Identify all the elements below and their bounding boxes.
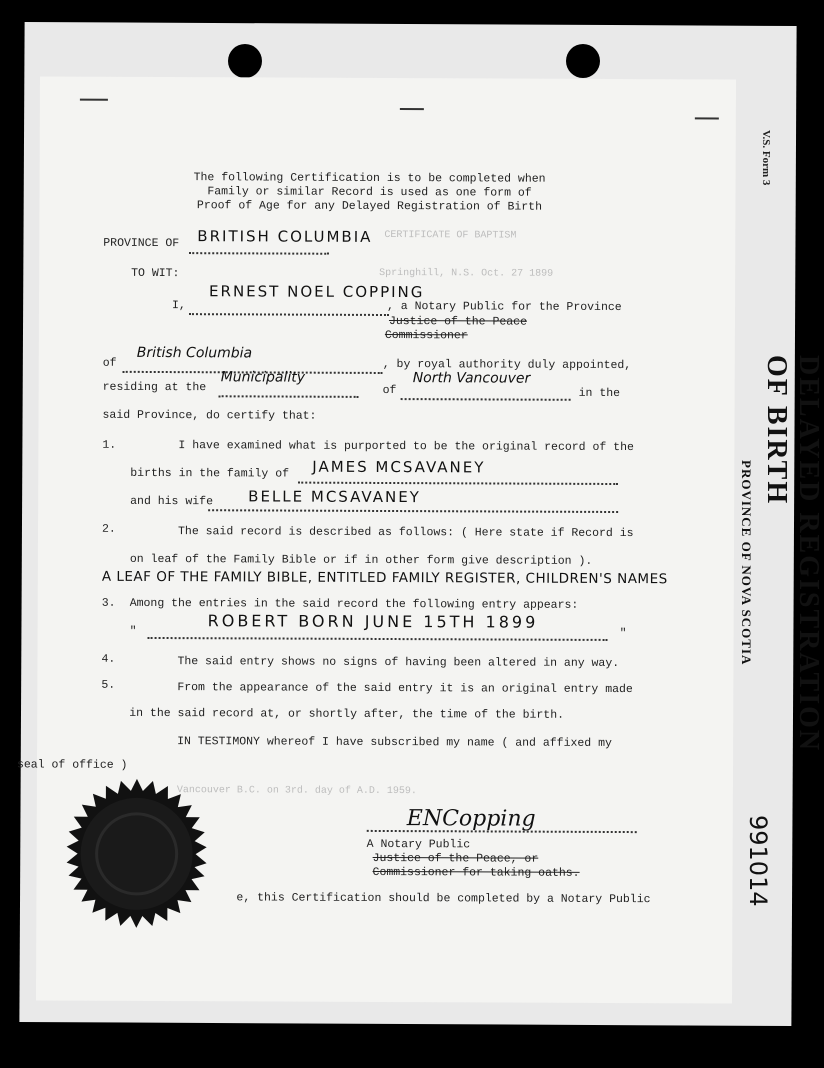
item3-text: Among the entries in the said record the following entry appears: [129,596,579,612]
certificate-page [16,76,736,1003]
sign-role-struck: Commissioner for taking oaths. [372,865,580,880]
item2-text: The said record is described as follows: ( Here state if Record is [178,525,634,541]
notary-role: , a Notary Public for the Province [386,300,622,315]
signature: ENCopping [406,806,536,832]
dotted-line [148,637,608,641]
item1-text: I have examined what is purported to be the original record of the [178,439,634,455]
notary-role-struck: Commissioner [384,328,468,343]
background-text: Vancouver B.C. on 3rd. day of A.D. 1959. [176,785,417,798]
dotted-line [208,509,618,513]
notary-seal-icon [56,777,217,938]
record-description: A LEAF OF THE FAMILY BIBLE, ENTITLED FAMILY REGISTER, CHILDREN'S NAMES [101,568,668,588]
residing-place: North Vancouver [412,370,531,387]
item5-text: in the said record at, or shortly after, the time of the birth. [129,706,565,722]
margin-mark [400,108,424,110]
item-number: 4. [101,652,116,666]
item-number: 1. [102,438,117,452]
margin-mark [695,117,719,119]
background-text: Springhill, N.S. Oct. 27 1899 [379,267,554,280]
punch-hole [228,44,262,78]
quote-mark: " [619,627,627,641]
dotted-line [189,252,329,255]
background-text: CERTIFICATE OF BAPTISM [384,229,517,242]
authority-text: , by royal authority duly appointed, [382,357,632,373]
father-name: JAMES MCSAVANEY [312,457,486,477]
quote-mark: " [129,624,137,638]
residing-label: residing at the [102,380,207,395]
item-number: 2. [102,522,116,536]
province-label: PROVINCE OF [103,236,180,251]
dotted-line [401,398,571,401]
side-form-number: V.S. Form 3 [760,130,772,186]
item-number: 5. [101,678,116,692]
item1-text: and his wife [130,494,214,509]
of-value: British Columbia [136,344,253,362]
i-label: I, [171,299,186,313]
footer-note: e, this Certification should be completed by a Notary Public [236,891,651,907]
side-file-number: 991014 [744,815,772,907]
in-the: in the [578,386,621,401]
item1-text: births in the family of [130,466,290,481]
signature-line [367,830,637,833]
dotted-line [219,395,359,398]
of-label: of [102,356,117,370]
item2-text: on leaf of the Family Bible or if in other form give description ). [129,552,593,568]
testimony-text: seal of office ) [16,758,128,772]
sign-role-struck: Justice of the Peace, or [372,851,539,866]
punch-hole [566,44,600,78]
notary-name: ERNEST NOEL COPPING [209,282,425,302]
certify-text: said Province, do certify that: [102,408,317,423]
notary-role-struck: Justice of the Peace [388,315,528,329]
heading: The following Certification is to be completed when Family or similar Record is used as one form of Proof of Age for any Delayed Registration of Birth [193,171,546,214]
item-number: 3. [101,596,116,610]
to-wit: TO WIT: [131,266,180,281]
side-title: DELAYED REGISTRATION OF BIRTH [761,355,824,753]
residing-value: Municipality [220,369,306,386]
testimony-text: IN TESTIMONY whereof I have subscribed my name ( and affixed my [177,735,612,750]
birth-entry: ROBERT BORN JUNE 15TH 1899 [207,611,539,632]
margin-mark [80,99,108,101]
residing-of: of [382,383,397,398]
item4-text: The said entry shows no signs of having been altered in any way. [177,655,620,671]
item5-text: From the appearance of the said entry it is an original entry made [177,681,633,697]
mother-name: BELLE MCSAVANEY [248,487,421,507]
dotted-line [189,313,389,316]
dotted-line [298,482,618,485]
province-value: BRITISH COLUMBIA [197,227,373,246]
side-province: PROVINCE OF NOVA SCOTIA [739,460,754,666]
sign-role: A Notary Public [366,837,471,852]
